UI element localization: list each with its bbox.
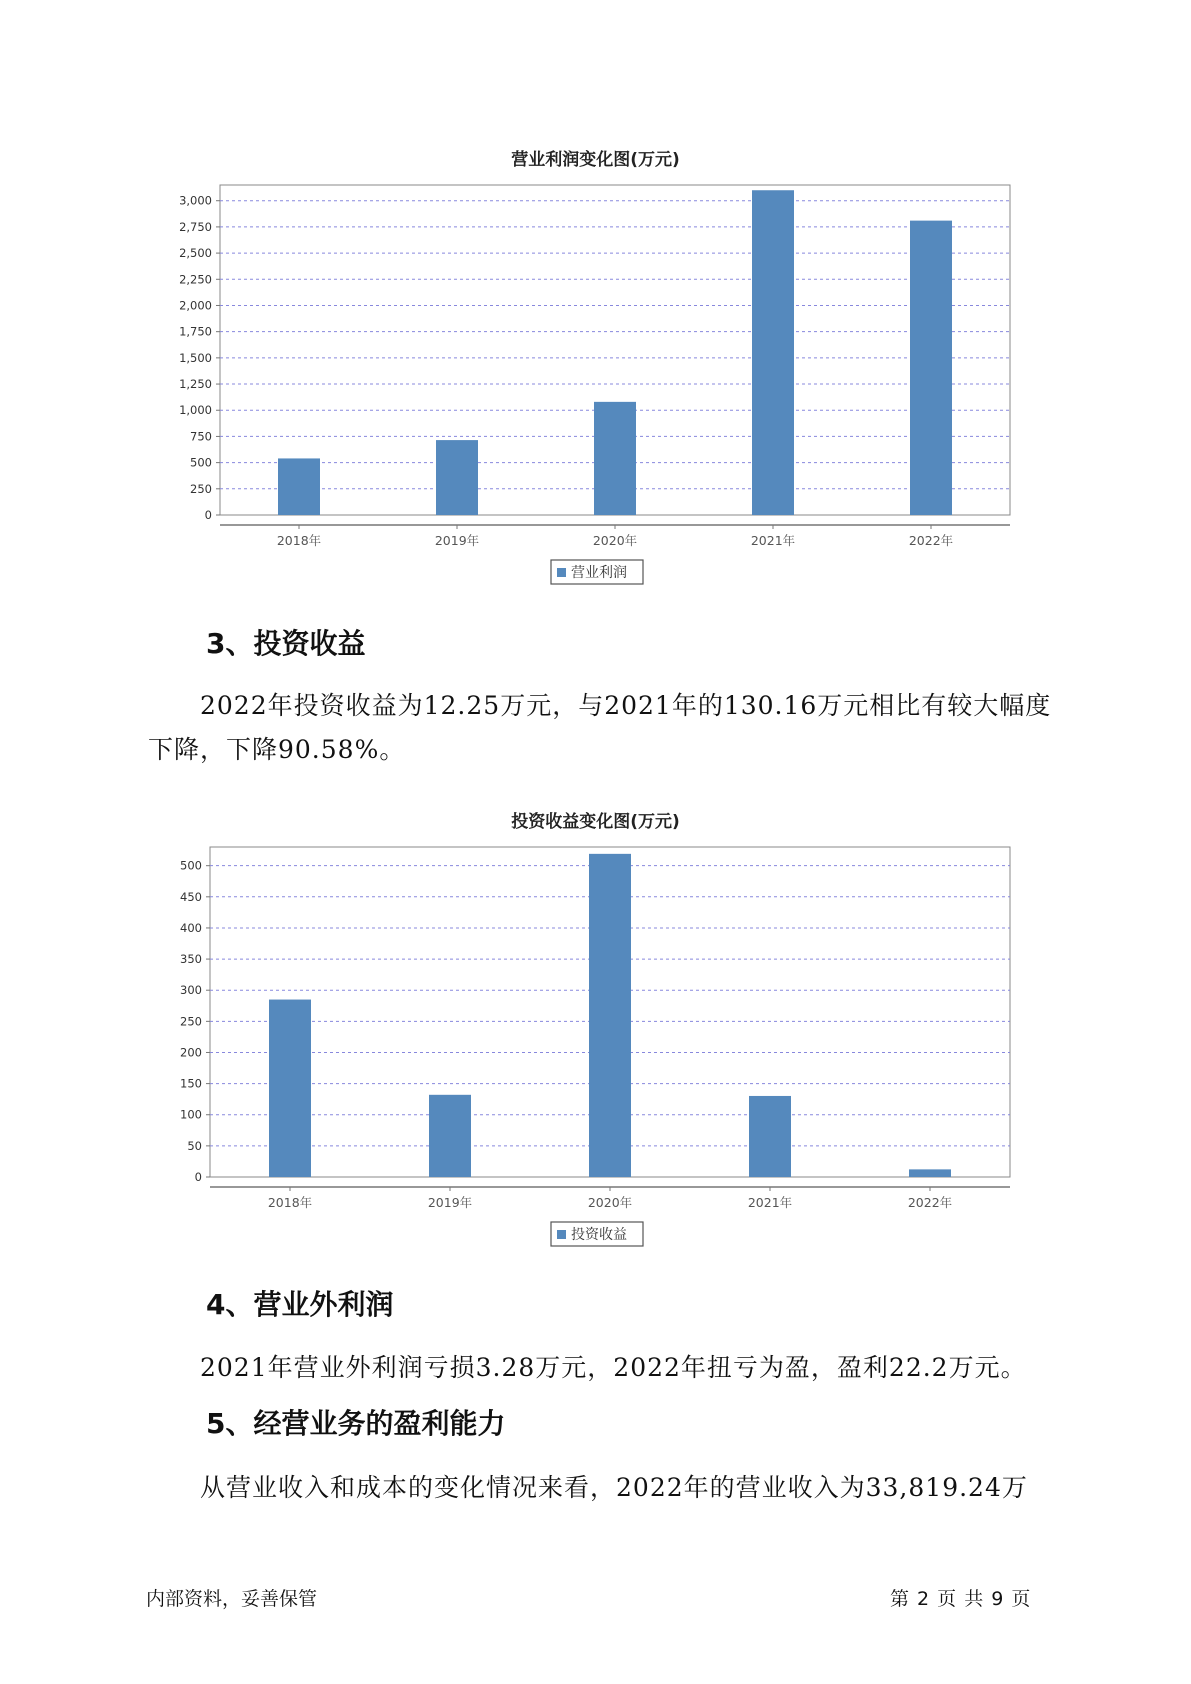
y-tick-label: 1,500	[179, 350, 212, 365]
x-tick-label: 2022年	[907, 1195, 953, 1210]
footer-confidential-note: 内部资料，妥善保管	[146, 1588, 318, 1610]
y-tick-label: 200	[180, 1045, 202, 1060]
x-tick-label: 2018年	[267, 1195, 313, 1210]
y-tick-label: 450	[180, 889, 202, 904]
legend-label: 营业利润	[571, 565, 627, 581]
y-tick-label: 300	[180, 983, 202, 998]
x-tick-label: 2020年	[592, 533, 638, 548]
chart2-title: 投资收益变化图(万元)	[511, 812, 680, 832]
section-3-paragraph-line-2: 下降，下降90.58%。	[148, 735, 406, 764]
bar-2018年	[278, 458, 320, 515]
investment-income-chart	[0, 837, 1191, 1257]
x-tick-label: 2020年	[587, 1195, 633, 1210]
y-tick-label: 1,250	[179, 377, 212, 392]
x-tick-label: 2018年	[276, 533, 322, 548]
bar-2021年	[752, 190, 794, 515]
y-tick-label: 50	[187, 1138, 202, 1153]
bar-2019年	[436, 440, 478, 515]
bar-2020年	[594, 402, 636, 515]
y-tick-label: 3,000	[179, 193, 212, 208]
bar-2022年	[910, 221, 952, 515]
x-tick-label: 2019年	[427, 1195, 473, 1210]
y-tick-label: 2,250	[179, 272, 212, 287]
section-3-heading: 3、投资收益	[206, 627, 366, 660]
y-tick-label: 100	[180, 1107, 202, 1122]
operating-profit-chart	[0, 175, 1191, 595]
y-tick-label: 2,000	[179, 298, 212, 313]
y-tick-label: 250	[180, 1014, 202, 1029]
y-tick-label: 250	[190, 481, 212, 496]
bar-2019年	[429, 1095, 471, 1177]
x-tick-label: 2022年	[908, 533, 954, 548]
y-tick-label: 0	[194, 1170, 202, 1184]
y-tick-label: 2,500	[179, 246, 212, 261]
y-tick-label: 2,750	[179, 219, 212, 234]
y-tick-label: 350	[180, 952, 202, 967]
section-4-heading: 4、营业外利润	[206, 1288, 394, 1321]
y-tick-label: 400	[180, 920, 202, 935]
y-tick-label: 500	[180, 858, 202, 873]
legend-swatch	[557, 1230, 566, 1239]
y-tick-label: 0	[204, 508, 212, 522]
y-tick-label: 750	[190, 429, 212, 444]
bar-2020年	[589, 854, 631, 1177]
x-tick-label: 2019年	[434, 533, 480, 548]
y-tick-label: 1,000	[179, 403, 212, 418]
bar-2021年	[749, 1096, 791, 1177]
y-tick-label: 1,750	[179, 324, 212, 339]
chart1-title: 营业利润变化图(万元)	[511, 150, 680, 170]
legend-label: 投资收益	[571, 1227, 627, 1243]
bar-2022年	[909, 1169, 951, 1177]
y-tick-label: 150	[180, 1076, 202, 1091]
section-5-heading: 5、经营业务的盈利能力	[206, 1407, 506, 1440]
bar-2018年	[269, 1000, 311, 1177]
x-tick-label: 2021年	[747, 1195, 793, 1210]
x-tick-label: 2021年	[750, 533, 796, 548]
section-3-paragraph-line-1: 2022年投资收益为12.25万元，与2021年的130.16万元相比有较大幅度	[200, 691, 1052, 720]
section-4-paragraph: 2021年营业外利润亏损3.28万元，2022年扭亏为盈，盈利22.2万元。	[200, 1353, 1027, 1382]
footer-page-number: 第 2 页 共 9 页	[890, 1588, 1032, 1610]
y-tick-label: 500	[190, 455, 212, 470]
legend-swatch	[557, 568, 566, 577]
section-5-paragraph: 从营业收入和成本的变化情况来看，2022年的营业收入为33,819.24万	[200, 1473, 1028, 1502]
